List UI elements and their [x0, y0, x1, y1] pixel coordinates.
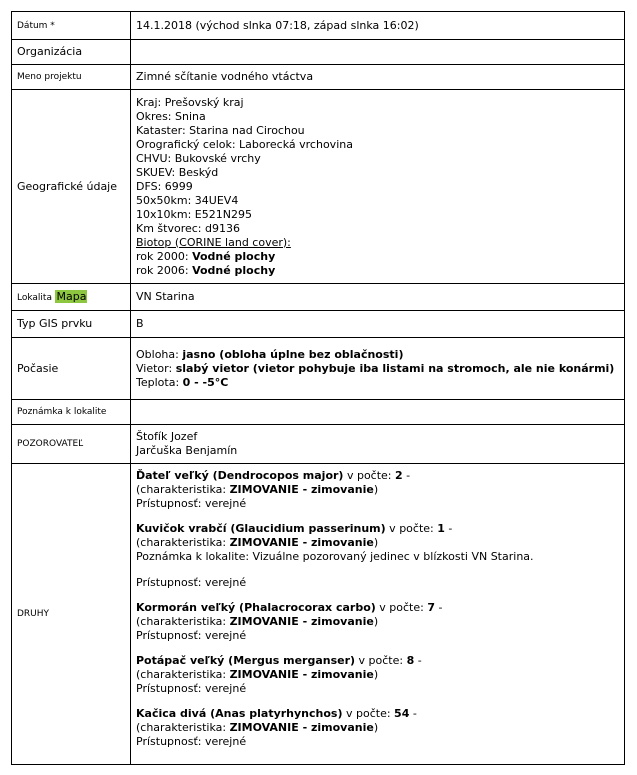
char-suffix: ) [373, 483, 379, 496]
rok2006-prefix: rok 2006: [136, 263, 193, 277]
pozorovatel-label: POZOROVATEĽ [12, 425, 131, 464]
char-suffix: ) [373, 536, 379, 549]
species-count: 7 [427, 601, 435, 614]
char-prefix: (charakteristika: [136, 536, 230, 549]
geo-okres: Okres: Snina [136, 109, 206, 123]
spacer [136, 564, 619, 576]
pocasie-teplota [136, 376, 619, 390]
species-name: Kuvičok vrabčí (Glaucidium passerinum) [136, 522, 386, 535]
lokalita-value: VN Starina [131, 284, 625, 311]
row-poznamka [12, 400, 625, 425]
char-suffix: ) [373, 615, 379, 628]
organizacia-value [131, 40, 625, 65]
species-count: 54 [394, 707, 410, 720]
species-access: Prístupnosť: verejné [136, 682, 247, 695]
typgis-value: B [131, 311, 625, 338]
observer-name: Jarčuška Benjamín [136, 444, 238, 457]
geo-rok2006 [136, 264, 619, 278]
geo-grid10: 10x10km: E521N295 [136, 207, 252, 221]
species-count: 8 [406, 654, 415, 667]
species-entry [136, 469, 619, 511]
count-suffix: - [402, 469, 411, 482]
pocasie-obloha [136, 348, 619, 362]
row-geo [12, 90, 625, 284]
species-access: Prístupnosť: verejné [136, 497, 247, 510]
species-note: Poznámka k lokalite: Vizuálne pozorovaný jedinec v blízkosti VN Starina. [136, 550, 534, 563]
mapa-link[interactable]: Mapa [56, 289, 87, 303]
species-entry [136, 654, 619, 696]
species-access: Prístupnosť: verejné [136, 576, 247, 589]
char-suffix: ) [373, 721, 379, 734]
species-access: Prístupnosť: verejné [136, 735, 247, 748]
species-line [136, 601, 619, 615]
species-characteristic [136, 721, 619, 735]
char-suffix: ) [373, 668, 379, 681]
vietor-prefix: Vietor: [136, 361, 176, 375]
pocasie-vietor [136, 362, 619, 376]
char-prefix: (charakteristika: [136, 483, 230, 496]
species-name: Kačica divá (Anas platyrhynchos) [136, 707, 343, 720]
lokalita-label-cell [12, 284, 131, 311]
char-prefix: (charakteristika: [136, 668, 230, 681]
geo-orografia: Orografický celok: Laborecká vrchovina [136, 137, 353, 151]
geo-value [131, 90, 625, 284]
vietor-value: slabý vietor (vietor pohybuje iba listami na stromoch, ale nie konármi) [175, 361, 615, 375]
row-organizacia [12, 40, 625, 65]
species-entry [136, 707, 619, 749]
char-value: ZIMOVANIE - zimovanie [229, 483, 374, 496]
geo-label: Geografické údaje [12, 90, 131, 284]
datum-label: Dátum * [12, 12, 131, 40]
species-access: Prístupnosť: verejné [136, 629, 247, 642]
datum-value: 14.1.2018 (východ slnka 07:18, západ slnka 16:02) [131, 12, 625, 40]
count-suffix: - [414, 654, 422, 667]
pocasie-label: Počasie [12, 338, 131, 400]
teplota-value: 0 - -5°C [182, 375, 229, 389]
count-prefix: v počte: [385, 522, 438, 535]
druhy-value [131, 464, 625, 765]
species-name: Ďateľ veľký (Dendrocopos major) [136, 469, 344, 482]
row-datum [12, 12, 625, 40]
species-line [136, 707, 619, 721]
species-characteristic [136, 668, 619, 682]
observer-name: Štofík Jozef [136, 430, 198, 443]
geo-kraj: Kraj: Prešovský kraj [136, 95, 244, 109]
species-entry [136, 522, 619, 590]
record-table [11, 11, 625, 765]
count-prefix: v počte: [343, 469, 395, 482]
obloha-value: jasno (obloha úplne bez oblačnosti) [182, 347, 404, 361]
druhy-label: DRUHY [12, 464, 131, 765]
rok2006-value: Vodné plochy [192, 263, 276, 277]
count-suffix: - [409, 707, 417, 720]
rok2000-value: Vodné plochy [192, 249, 276, 263]
species-name: Potápač veľký (Mergus merganser) [136, 654, 356, 667]
char-value: ZIMOVANIE - zimovanie [229, 668, 374, 681]
poznamka-label: Poznámka k lokalite [12, 400, 131, 425]
species-line [136, 522, 619, 536]
species-characteristic [136, 615, 619, 629]
char-prefix: (charakteristika: [136, 721, 230, 734]
row-pocasie [12, 338, 625, 400]
row-druhy [12, 464, 625, 765]
teplota-prefix: Teplota: [136, 375, 183, 389]
projekt-label: Meno projektu [12, 65, 131, 90]
count-suffix: - [434, 601, 443, 614]
geo-chvu: CHVU: Bukovské vrchy [136, 151, 261, 165]
species-count: 1 [437, 522, 445, 535]
row-lokalita [12, 284, 625, 311]
species-name: Kormorán veľký (Phalacrocorax carbo) [136, 601, 376, 614]
pocasie-value [131, 338, 625, 400]
geo-grid50: 50x50km: 34UEV4 [136, 193, 239, 207]
char-value: ZIMOVANIE - zimovanie [229, 721, 374, 734]
poznamka-value [131, 400, 625, 425]
geo-dfs: DFS: 6999 [136, 179, 193, 193]
geo-km-stvorec: Km štvorec: d9136 [136, 221, 240, 235]
count-suffix: - [444, 522, 453, 535]
species-characteristic [136, 483, 619, 497]
char-prefix: (charakteristika: [136, 615, 230, 628]
row-typgis [12, 311, 625, 338]
geo-skuev: SKUEV: Beskýd [136, 165, 219, 179]
organizacia-label: Organizácia [12, 40, 131, 65]
geo-kataster: Kataster: Starina nad Cirochou [136, 123, 305, 137]
lokalita-label: Lokalita [17, 292, 52, 303]
obloha-prefix: Obloha: [136, 347, 183, 361]
count-prefix: v počte: [375, 601, 428, 614]
pozorovatel-value [131, 425, 625, 464]
count-prefix: v počte: [355, 654, 407, 667]
species-line [136, 469, 619, 483]
geo-rok2000 [136, 250, 619, 264]
species-count: 2 [395, 469, 403, 482]
typgis-label: Typ GIS prvku [12, 311, 131, 338]
count-prefix: v počte: [342, 707, 395, 720]
rok2000-prefix: rok 2000: [136, 249, 193, 263]
char-value: ZIMOVANIE - zimovanie [229, 536, 374, 549]
species-line [136, 654, 619, 668]
projekt-value: Zimné sčítanie vodného vtáctva [131, 65, 625, 90]
char-value: ZIMOVANIE - zimovanie [229, 615, 374, 628]
species-entry [136, 601, 619, 643]
species-characteristic [136, 536, 619, 550]
row-projekt [12, 65, 625, 90]
biotop-link[interactable]: Biotop (CORINE land cover): [136, 235, 291, 249]
row-pozorovatel [12, 425, 625, 464]
